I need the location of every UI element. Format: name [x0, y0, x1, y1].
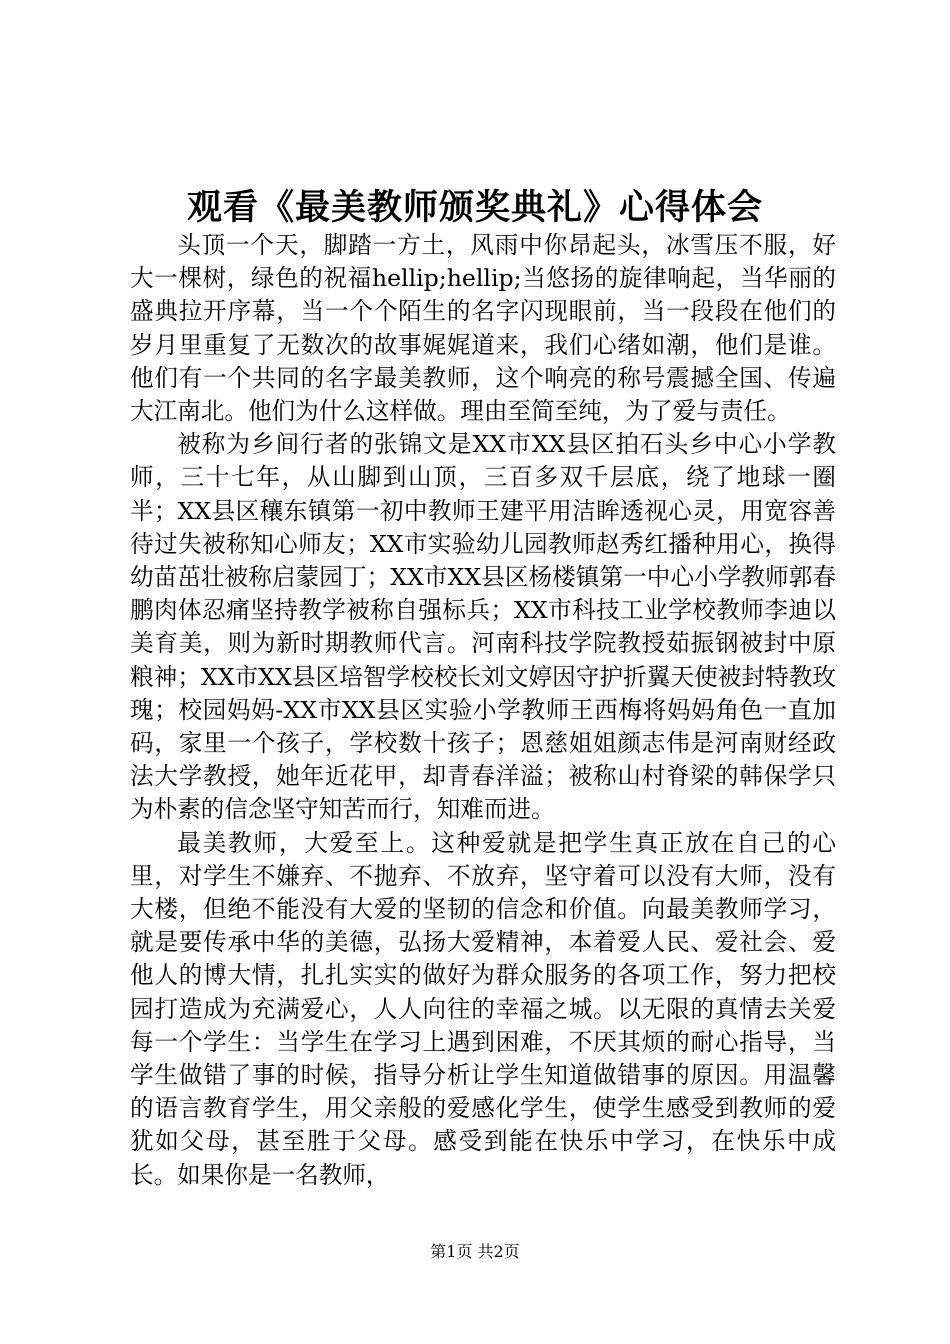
document-title: 观看《最美教师颁奖典礼》心得体会 — [186, 187, 763, 228]
paragraph-3: 最美教师，大爱至上。这种爱就是把学生真正放在自己的心里，对学生不嫌弃、不抛弃、不放弃，坚守着可以没有大师，没有大楼，但绝不能没有大爱的坚韧的信念和价值。向最美教师学习，就是要传承中华的美德，弘扬大爱精神，本着爱人民、爱社会、爱他人的博大情，扎扎实实的做好为群众服务的各项工作，努力把校园打造成为充满爱心，人人向往的幸福之城。以无限的真情去关爱每一个学生：当学生在学习上遇到困难，不厌其烦的耐心指导，当学生做错了事的时候，指导分析让学生知道做错事的原因。用温馨的语言教育学生，用父亲般的爱感化学生，使学生感受到教师的爱犹如父母，甚至胜于父母。感受到能在快乐中学习，在快乐中成长。如果你是一名教师， — [130, 828, 836, 1189]
paragraph-2: 被称为乡间行者的张锦文是XX市XX县区拍石头乡中心小学教师，三十七年，从山脚到山顶，三百多双千层底，绕了地球一圈半；XX县区穰东镇第一初中教师王建平用洁眸透视心灵，用宽容善待过失被称知心师友；XX市实验幼儿园教师赵秀红播种用心，换得幼苗茁壮被称启蒙园丁；XX市XX县区杨楼镇第一中心小学教师郭春鹏肉体忍痛坚持教学被称自强标兵；XX市科技工业学校教师李迪以美育美，则为新时期教师代言。河南科技学院教授茹振钢被封中原粮神；XX市XX县区培智学校校长刘文婷因守护折翼天使被封特教玫瑰；校园妈妈-XX市XX县区实验小学教师王西梅将妈妈角色一直加码，家里一个孩子，学校数十孩子；恩慈姐姐颜志伟是河南财经政法大学教授，她年近花甲，却青春洋溢；被称山村脊梁的韩保学只为朴素的信念坚守知苦而行，知难而进。 — [130, 430, 836, 824]
page-footer: 第1页 共2页 — [430, 1242, 520, 1261]
paragraph-1: 头顶一个天，脚踏一方土，风雨中你昂起头，冰雪压不服，好大一棵树，绿色的祝福hellip;hellip;当悠扬的旋律响起，当华丽的盛典拉开序幕，当一个个陌生的名字闪现眼前，当一段段在他们的岁月里重复了无数次的故事娓娓道来，我们心绪如潮，他们是谁。他们有一个共同的名字最美教师，这个响亮的称号震撼全国、传遍大江南北。他们为什么这样做。理由至简至纯，为了爱与责任。 — [130, 231, 836, 426]
document-body — [130, 229, 836, 1192]
